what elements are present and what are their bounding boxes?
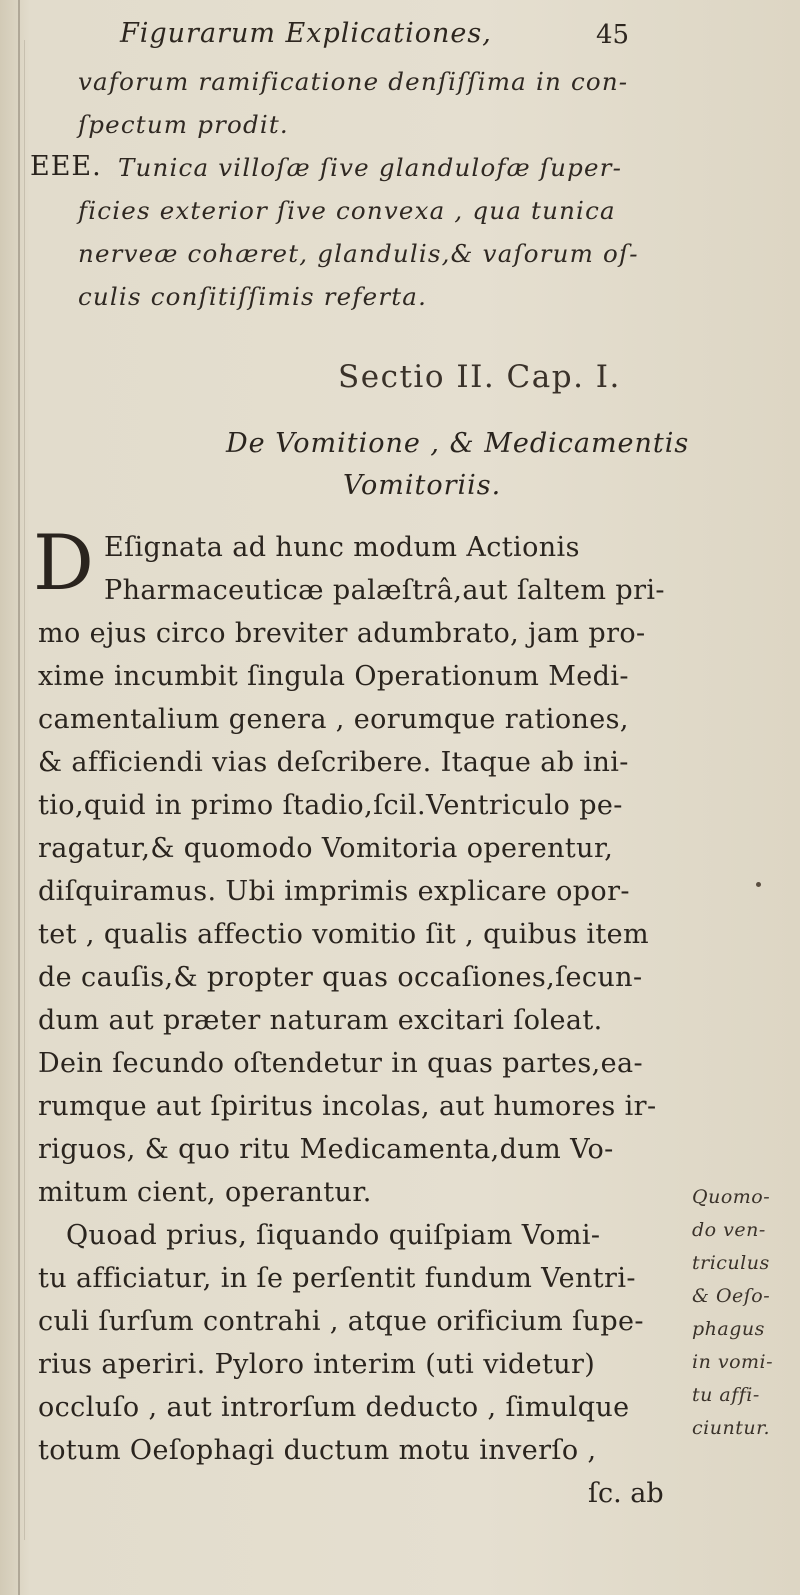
body-line: mitum cient, operantur.	[38, 1177, 372, 1208]
body-line: Quoad prius, ſiquando quiſpiam Vomi-	[66, 1220, 601, 1251]
body-line: camentalium genera , eorumque rationes,	[38, 704, 629, 735]
figure-label: EEE.	[30, 151, 102, 182]
page-number: 45	[596, 20, 630, 50]
marginal-note-line: do ven-	[692, 1219, 766, 1241]
body-line: mo ejus circo breviter adumbrato, jam pro-	[38, 618, 646, 649]
marginal-note-line: tu affi-	[692, 1384, 760, 1406]
figure-explanation-line: nerveæ cohæret, glandulis,& vaſorum oſ-	[78, 239, 639, 268]
drop-cap: D	[33, 518, 94, 607]
body-line: xime incumbit ſingula Operationum Medi-	[38, 661, 629, 692]
body-line: Eſignata ad hunc modum Actionis	[104, 532, 580, 563]
chapter-title: De Vomitione , & Medicamentis	[226, 428, 690, 459]
marginal-note-line: ciuntur.	[692, 1417, 771, 1439]
body-line: dum aut præter naturam excitari ſoleat.	[38, 1005, 603, 1036]
ink-speck	[756, 882, 761, 887]
body-line: rius aperiri. Pyloro interim (uti videtur)	[38, 1349, 596, 1380]
body-line: de cauſis,& propter quas occaſiones,ſecun-	[38, 962, 643, 993]
body-line: tio,quid in primo ſtadio,ſcil.Ventriculo pe-	[38, 790, 623, 821]
marginal-note-line: triculus	[692, 1252, 770, 1274]
binding-edge	[18, 0, 20, 1595]
body-line: tet , qualis affectio vomitio ſit , quibus item	[38, 919, 649, 950]
figure-explanation-line: Tunica villoſæ ſive glandulofæ ſuper-	[118, 153, 623, 182]
marginal-note-line: in vomi-	[692, 1351, 774, 1373]
marginal-note-line: Quomo-	[692, 1186, 771, 1208]
chapter-title-continued: Vomitoriis.	[343, 470, 502, 501]
body-line: occluſo , aut introrſum deducto , ſimulque	[38, 1392, 630, 1423]
marginal-note-line: & Oeſo-	[692, 1285, 771, 1307]
marginal-note-line: phagus	[692, 1318, 765, 1340]
body-line: tu afficiatur, in ſe perſentit fundum Ventri-	[38, 1263, 636, 1294]
running-head: Figurarum Explicationes,	[120, 18, 492, 49]
body-line: culi ſurſum contrahi , atque orificium ſupe-	[38, 1306, 644, 1337]
body-line: & afficiendi vias deſcribere. Itaque ab ini-	[38, 747, 629, 778]
figure-explanation-line: culis conſitiſſimis referta.	[78, 282, 428, 311]
body-line: diſquiramus. Ubi imprimis explicare opor-	[38, 876, 630, 907]
top-block-line: ſpectum prodit.	[78, 110, 289, 139]
top-block-line: vaforum ramificatione denſiſſima in con-	[78, 67, 629, 96]
body-line: Dein ſecundo oſtendetur in quas partes,ea-	[38, 1048, 644, 1079]
catchword: ſc. ab	[588, 1478, 664, 1509]
body-line: Pharmaceuticæ palæſtrâ,aut ſaltem pri-	[104, 575, 665, 606]
body-line: ragatur,& quomodo Vomitoria operentur,	[38, 833, 614, 864]
body-line: rumque aut ſpiritus incolas, aut humores ir-	[38, 1091, 657, 1122]
section-heading: Sectio II. Cap. I.	[338, 359, 621, 395]
body-line: riguos, & quo ritu Medicamenta,dum Vo-	[38, 1134, 614, 1165]
figure-explanation-line: ficies exterior ſive convexa , qua tunica	[78, 196, 616, 225]
body-line: totum Oeſophagi ductum motu inverſo ,	[38, 1435, 597, 1466]
binding-shadow	[24, 40, 25, 1540]
